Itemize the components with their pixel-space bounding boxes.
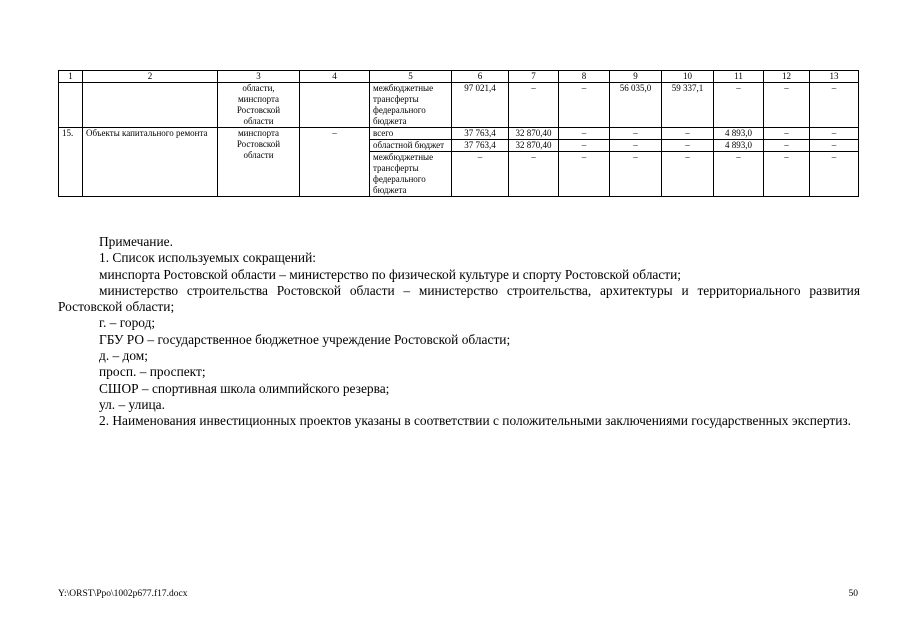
object-name-cell bbox=[83, 83, 218, 128]
value-cell: 56 035,0 bbox=[610, 83, 662, 128]
value-cell: 32 870,40 bbox=[509, 128, 559, 140]
note-paragraph: 2. Наименования инвестиционных проектов указаны в соответствии с положительными заключениями государственных экспертиз. bbox=[99, 413, 851, 429]
value-cell: – bbox=[662, 152, 714, 197]
page-number: 50 bbox=[848, 589, 858, 599]
funding-source-cell: областной бюджет bbox=[370, 140, 452, 152]
notes-section bbox=[58, 234, 860, 430]
value-cell: – bbox=[610, 140, 662, 152]
row-number-cell: 15. bbox=[59, 128, 83, 197]
value-cell: – bbox=[509, 152, 559, 197]
value-cell: – bbox=[810, 140, 859, 152]
abbreviation-item: ул. – улица. bbox=[99, 396, 165, 412]
value-cell: – bbox=[452, 152, 509, 197]
value-cell: – bbox=[559, 152, 610, 197]
column-number: 6 bbox=[452, 71, 509, 83]
executor-cell: области, минспорта Ростовской области bbox=[218, 83, 300, 128]
abbreviation-item: д. – дом; bbox=[99, 348, 148, 364]
column-number: 8 bbox=[559, 71, 610, 83]
table-header-row bbox=[59, 71, 859, 83]
column-number: 11 bbox=[714, 71, 764, 83]
funding-source-cell: межбюджетные трансферты федерального бюджета bbox=[370, 152, 452, 197]
table-row bbox=[59, 128, 859, 140]
value-cell: – bbox=[764, 140, 810, 152]
notes-heading: Примечание. bbox=[99, 234, 173, 249]
value-cell: – bbox=[714, 152, 764, 197]
column-number: 12 bbox=[764, 71, 810, 83]
value-cell: – bbox=[559, 128, 610, 140]
funding-source-cell: межбюджетные трансферты федерального бюджета bbox=[370, 83, 452, 128]
abbreviation-item: просп. – проспект; bbox=[99, 364, 206, 380]
file-path: Y:\ORST\Ppo\1002p677.f17.docx bbox=[58, 589, 188, 599]
column-number: 2 bbox=[83, 71, 218, 83]
column-4-cell: – bbox=[300, 128, 370, 197]
value-cell: – bbox=[714, 83, 764, 128]
value-cell: – bbox=[810, 128, 859, 140]
value-cell: 59 337,1 bbox=[662, 83, 714, 128]
value-cell: 4 893,0 bbox=[714, 128, 764, 140]
row-number-cell bbox=[59, 83, 83, 128]
object-name-cell: Объекты капитального ремонта bbox=[83, 128, 218, 197]
note-paragraph: 1. Список используемых сокращений: bbox=[99, 250, 316, 266]
column-number: 10 bbox=[662, 71, 714, 83]
value-cell: – bbox=[610, 152, 662, 197]
column-number: 5 bbox=[370, 71, 452, 83]
abbreviation-item: минспорта Ростовской области – министерство по физической культуре и спорту Ростовской области; bbox=[99, 266, 682, 282]
column-number: 13 bbox=[810, 71, 859, 83]
value-cell: – bbox=[810, 152, 859, 197]
budget-table bbox=[58, 70, 859, 197]
value-cell: – bbox=[509, 83, 559, 128]
value-cell: – bbox=[559, 83, 610, 128]
value-cell: – bbox=[559, 140, 610, 152]
column-4-cell bbox=[300, 83, 370, 128]
column-number: 3 bbox=[218, 71, 300, 83]
value-cell: – bbox=[764, 128, 810, 140]
value-cell: – bbox=[662, 128, 714, 140]
funding-source-cell: всего bbox=[370, 128, 452, 140]
value-cell: 37 763,4 bbox=[452, 140, 509, 152]
executor-cell: минспорта Ростовской области bbox=[218, 128, 300, 197]
column-number: 7 bbox=[509, 71, 559, 83]
abbreviation-item: ГБУ РО – государственное бюджетное учреждение Ростовской области; bbox=[99, 331, 511, 347]
value-cell: – bbox=[764, 152, 810, 197]
table-row bbox=[59, 83, 859, 128]
value-cell: – bbox=[610, 128, 662, 140]
column-number: 1 bbox=[59, 71, 83, 83]
value-cell: – bbox=[764, 83, 810, 128]
value-cell: 97 021,4 bbox=[452, 83, 509, 128]
abbreviation-item: министерство строительства Ростовской области – министерство строительства, архитектуры и территориального развития Ростовской области; bbox=[58, 282, 860, 315]
value-cell: 32 870,40 bbox=[509, 140, 559, 152]
column-number: 4 bbox=[300, 71, 370, 83]
column-number: 9 bbox=[610, 71, 662, 83]
value-cell: 4 893,0 bbox=[714, 140, 764, 152]
value-cell: – bbox=[810, 83, 859, 128]
abbreviation-item: СШОР – спортивная школа олимпийского резерва; bbox=[99, 380, 390, 396]
value-cell: 37 763,4 bbox=[452, 128, 509, 140]
value-cell: – bbox=[662, 140, 714, 152]
abbreviation-item: г. – город; bbox=[99, 315, 156, 331]
